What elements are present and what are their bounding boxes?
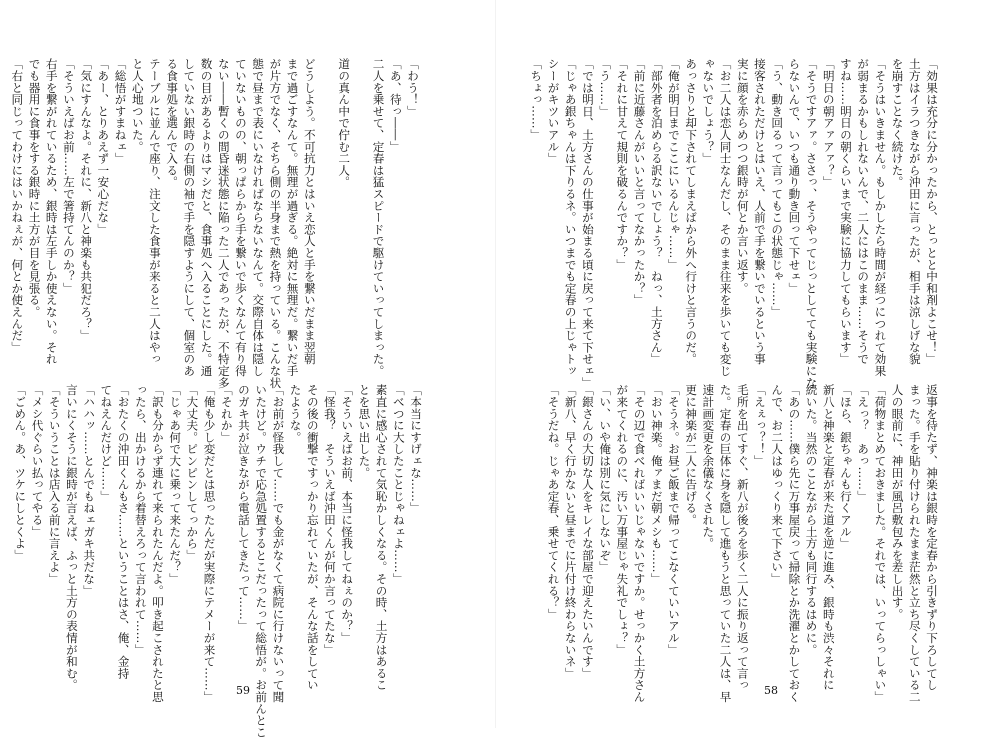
text-line: 「そういえばお前……左で箸持てんのか？」 xyxy=(61,58,76,294)
text-line: 「う……」 xyxy=(598,58,613,117)
text-line: 「訳も分からず連れて来られたんだよ。叩き起こされたと思 xyxy=(150,384,165,703)
text-line: 「効果は充分に分かったから、とっとと中和剤よこせ！」 xyxy=(925,58,939,365)
text-line: とを思い出した。 xyxy=(357,384,372,479)
text-line: 「怪我？ そういえば沖田くんが何か言ってたな」 xyxy=(322,384,337,656)
text-line: 「ちょっ……」 xyxy=(529,58,544,141)
text-line: あっさりと却下されてしまえばから外へ行けと言うのだ。 xyxy=(684,58,699,365)
text-line: まで過ごすなんて。無理が過ぎる。絶対に無理だ。繋いだ手 xyxy=(285,58,300,377)
text-line: その後の衝撃ですっかり忘れていたが、そんな話をしてい xyxy=(305,384,320,691)
text-line: 「総悟がすまねェ」 xyxy=(113,58,128,165)
text-line: 「べつに大したことじゃねェよ……」 xyxy=(391,384,406,585)
text-line: 「それか」 xyxy=(219,384,234,443)
text-line: らないんで、いつも通り動き回って下せェ」 xyxy=(787,58,802,294)
text-line: 「う、動き回るって言ってもこの状態じゃ……」 xyxy=(770,58,785,318)
text-line: 「ごめん。あ、ツケにしとくよ」 xyxy=(13,384,28,561)
text-line: んで、お二人はゆっくり来て下さい」 xyxy=(770,384,785,585)
text-line: いたけど。ウチで応急処置するとこだったって総悟が。お前んとこ xyxy=(254,384,269,738)
text-line: 「明日の朝アァアァ？」 xyxy=(821,58,836,188)
text-line: 道の真ん中で佇む二人。 xyxy=(337,58,352,188)
text-line: たような。 xyxy=(288,384,303,443)
text-line: が来てくれるのに、汚い万事屋じゃ失礼でしょ？」 xyxy=(615,384,630,656)
text-line: ない――暫くの間昏迷状態に陥った二人であったが、不特定多 xyxy=(216,58,231,389)
text-line: 人の眼前に、神田が風呂敷包みを差し出す。 xyxy=(890,384,905,620)
text-line: 「大丈夫。ピンピンしてっから」 xyxy=(185,384,200,561)
text-line: 「そういえばお前、本当に怪我してねぇのか？」 xyxy=(340,384,355,644)
page-number: 59 xyxy=(236,684,250,697)
text-line: 「そういうことは店入る前に言えよ」 xyxy=(47,384,62,585)
text-line: 「荷物まとめておきました。それでは、いってらっしゃい」 xyxy=(873,384,888,703)
text-line: 「ほら、銀ちゃんも行くアル」 xyxy=(838,384,853,550)
text-line: 数の目があるよりはマシだと、食事処へ入ることにした。通 xyxy=(199,58,214,377)
text-line: 「前に近藤さんがいいと言ってなかったか？」 xyxy=(632,58,647,306)
text-line: でも器用に食事をする銀時に土方が目を見張る。 xyxy=(27,58,42,318)
text-line: ゃないでしょう？」 xyxy=(701,58,716,165)
text-line: まった。手を貼り付けられたまま茫然と立ち尽くしている二 xyxy=(907,384,922,703)
text-line: 「お二人は恋人同士なんだし、そのまま往来を歩いても変じ xyxy=(718,58,733,377)
text-line: 言いにくそうに銀時が言えば、ふっと土方の表情が和む。 xyxy=(64,384,79,691)
text-line: 「えっ？ あっ……」 xyxy=(856,384,871,502)
text-line: 「そうネ。お昼ご飯まで帰ってこなくていいアル」 xyxy=(666,384,681,656)
text-line: 右手を繋がれているため、銀時は左手しか使えない。それ xyxy=(44,58,59,365)
text-line: 素直に感心されて気恥かしくなる。その時、土方はあるこ xyxy=(374,384,389,691)
text-line: 「ハハッ……とんでもねェガキ共だな」 xyxy=(82,384,97,597)
text-line: 態で昼まで表にいなければならないなんて。交際自体は隠し xyxy=(251,58,266,377)
text-line: 「そうだね。じゃあ定春、乗せてくれる？」 xyxy=(546,384,561,620)
text-line: 「あの……僕ら先に万事屋戻って掃除とか洗濯とかしておく xyxy=(787,384,802,703)
text-line xyxy=(352,58,369,340)
text-line: すね……明日の朝くらいまで実験に協力してもらいます」 xyxy=(838,58,853,365)
text-line: 「じゃあ何で大に乗って来たんだ？」 xyxy=(168,384,183,585)
text-line: 「俺も少し変だとは思ったんだが実際にテメーが来て……」 xyxy=(202,384,217,703)
left-upper-text-block xyxy=(8,58,421,389)
text-line: 「おい神楽。俺ァまだ朝メシも……」 xyxy=(649,384,664,585)
text-line: 「メシ代ぐらい払ってやる」 xyxy=(30,384,45,538)
text-line: 「気にすんなよ。それに、新八と神楽も共犯だろ？」 xyxy=(79,58,94,342)
text-line: が弱まるかもしれないんで、二人にはこのまま……そうで xyxy=(856,58,871,365)
text-line: た。定春の巨体に身を隠して進もうと思っていた二人は、早 xyxy=(718,384,733,703)
text-line: 「あ、待っ――」 xyxy=(388,58,403,153)
text-line: ったら、出かけるから着替えろって言われて……」 xyxy=(133,384,148,656)
text-line: てねえんだけど……」 xyxy=(99,384,114,502)
text-line: 毛所を出てすぐ、新八が後ろを歩く二人に振り返って言っ xyxy=(735,384,750,691)
text-line: 返事を待たず、神楽は銀時を定春から引きずり下ろしてし xyxy=(925,384,939,691)
text-line: 「おたくの沖田くんもさ……ということはさ、俺、金持 xyxy=(116,384,131,679)
text-line: 「右と同じってわけにはいかねぇが、何とか使えんだ」 xyxy=(10,58,25,353)
text-line: 実に顔を赤らめつつ銀時が何とか言い返す。 xyxy=(735,58,750,294)
text-line xyxy=(318,58,335,340)
text-line: 「部外者を泊めらる訳ないでしょう？ ねっ、土方さん」 xyxy=(649,58,664,365)
text-line: どうしよう。不可抗力とはいえ恋人と手を繋いだまま翌朝 xyxy=(302,58,317,365)
text-line: 更に神楽が二人に告げる。 xyxy=(684,384,699,526)
text-line: 「そうですアァ。ささっ、そうやってじっとしてても実験にな xyxy=(804,58,819,389)
text-line: 土方はイラつきながら沖田に言ったが、相手は涼しげな貌 xyxy=(907,58,922,365)
text-line: 「新八、早く行かないと昼までに片付け終わらないネ」 xyxy=(563,384,578,679)
text-line: ていないものの、朝っぱらから手を繋いで歩くなんて有り得 xyxy=(233,58,248,377)
text-line: 「い、いや俺は別に気にしないぞ」 xyxy=(598,384,613,573)
right-upper-text-block xyxy=(527,58,940,389)
text-line: 接客されただけとはいえ、人前で手を繋いでいるという事 xyxy=(752,58,767,365)
text-line: 「俺が明日までここにいるんじゃ……」 xyxy=(666,58,681,271)
page-number: 58 xyxy=(764,684,778,697)
text-line: と人心地ついた。 xyxy=(130,58,145,153)
text-line: が片方でなく、そちら側の半身まで熱を持っている。こんな状 xyxy=(268,58,283,389)
text-line: 速計画変更を余儀なくされた。 xyxy=(701,384,716,550)
text-line: 「そうはいきません。もしかしたら時間が経つにつれて効果 xyxy=(873,58,888,377)
text-line: 「わう！」 xyxy=(406,58,420,117)
text-line: 二人を乗せて、定春は猛スピードで駆けていってしまった。 xyxy=(371,58,386,377)
text-line: 「では明日、土方さんの仕事が始まる頃に戻って来て下せェ」 xyxy=(580,58,595,389)
text-line: 「それに甘えて規則を破るんですか？」 xyxy=(615,58,630,271)
text-line: 「お前が怪我して……でも金がなくて病院に行けないって聞 xyxy=(271,384,286,703)
text-line: していない銀時の右側の袖で手を隠すようにして、個室のあ xyxy=(182,58,197,377)
text-line: 「その辺で食べればいいじゃないですか。せっかく土方さん xyxy=(632,384,647,703)
text-line: のガキ共が泣きながら電話してきたって……」 xyxy=(236,384,251,632)
right-page xyxy=(496,0,992,728)
text-line: 「じゃあ銀ちゃんは下りるネ。いつまでも定春の上じゃトッ xyxy=(563,58,578,377)
text-line: 「えぇっ？！」 xyxy=(752,384,767,467)
text-line: 「あー、とりあえず一安心だな」 xyxy=(96,58,111,235)
text-line: テーブルに並んで座り、注文した食事が来ると二人はやっ xyxy=(147,58,162,365)
text-line: シーがキツいアル」 xyxy=(546,58,561,165)
text-line: 「本当にすげェな……」 xyxy=(409,384,423,514)
text-line: 新八と神楽と定春が来た道を逆に進み、銀時も渋々それに xyxy=(821,384,836,691)
text-line: る食事処を選んで入る。 xyxy=(165,58,180,188)
text-line: を崩すことなく続けた。 xyxy=(890,58,905,188)
text-line: 「銀さんの大切な人をキレイな部屋で迎えたいんです」 xyxy=(580,384,595,679)
text-line: 続いた。当然のことながら土方も同行するはめに。 xyxy=(804,384,819,656)
